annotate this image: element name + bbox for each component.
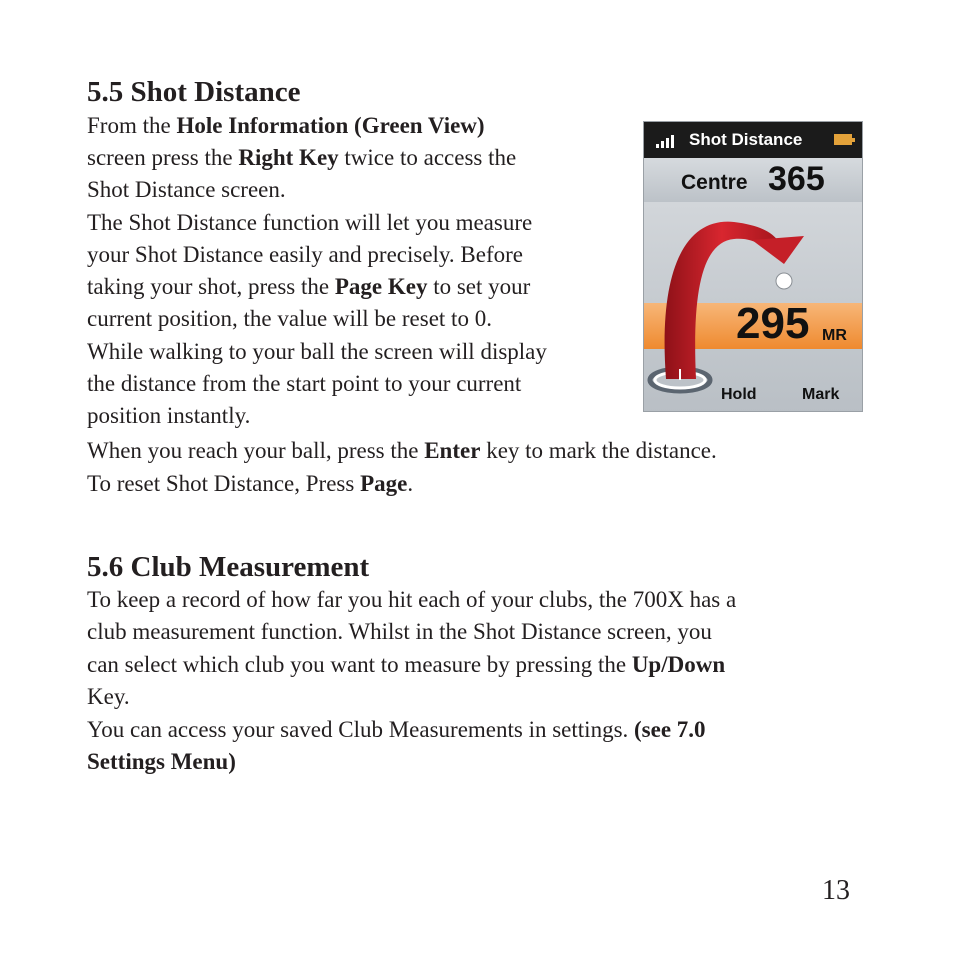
text-line: Settings Menu) (87, 749, 236, 774)
centre-label: Centre (681, 171, 748, 194)
page-number: 13 (822, 875, 850, 906)
text-line: From the Hole Information (Green View) (87, 113, 485, 138)
section-heading-shot-distance: 5.5 Shot Distance (87, 76, 301, 108)
text-line: The Shot Distance function will let you measure (87, 210, 533, 235)
text-line: Key. (87, 684, 130, 709)
text-line: You can access your saved Club Measurements in settings. (see 7.0 (87, 717, 706, 742)
text-line: To reset Shot Distance, Press Page. (87, 471, 414, 496)
text-line: screen press the Right Key twice to access the (87, 145, 517, 170)
mark-softkey-label: Mark (802, 386, 840, 403)
text-line: To keep a record of how far you hit each of your clubs, the 700X has a (87, 587, 737, 612)
text-line: your Shot Distance easily and precisely. Before (87, 242, 524, 267)
device-title: Shot Distance (689, 130, 803, 149)
text-line: position instantly. (87, 403, 251, 428)
golf-ball-icon (776, 273, 792, 289)
shot-distance-device-screen (643, 121, 863, 412)
text-line: can select which club you want to measure by pressing the Up/Down (87, 652, 726, 677)
text-line: When you reach your ball, press the Enter key to mark the distance. (87, 438, 717, 463)
text-line: taking your shot, press the Page Key to set your (87, 274, 531, 299)
text-line: Shot Distance screen. (87, 177, 286, 202)
text-line: While walking to your ball the screen will display (87, 339, 547, 364)
centre-value: 365 (768, 160, 825, 198)
text-line: club measurement function. Whilst in the Shot Distance screen, you (87, 619, 712, 644)
text-line: the distance from the start point to your current (87, 371, 522, 396)
shot-arc-arrow-icon (644, 122, 863, 412)
shot-distance-unit: MR (822, 327, 847, 344)
shot-distance-value: 295 (736, 299, 810, 348)
section-heading-club-measurement: 5.6 Club Measurement (87, 551, 370, 583)
hold-softkey-label: Hold (721, 386, 757, 403)
text-line: current position, the value will be reset to 0. (87, 306, 492, 331)
